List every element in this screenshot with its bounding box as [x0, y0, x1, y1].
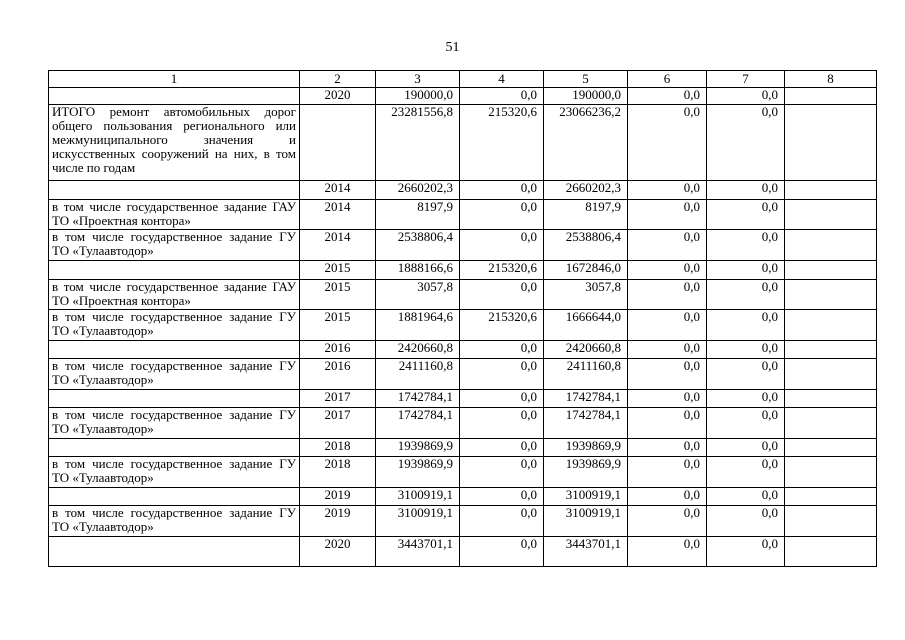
col7-cell: 0,0	[707, 408, 785, 439]
table-row	[49, 261, 877, 280]
col6-cell: 0,0	[628, 310, 707, 341]
col6-cell: 0,0	[628, 341, 707, 359]
row-description	[49, 537, 300, 567]
col6-cell: 0,0	[628, 200, 707, 230]
col5-cell: 3100919,1	[544, 506, 628, 537]
col8-cell	[785, 88, 877, 105]
table-row	[49, 280, 877, 310]
row-description: в том числе государственное задание ГУ ТО «Тулаавтодор»	[49, 359, 300, 390]
col6-cell: 0,0	[628, 88, 707, 105]
col4-cell: 0,0	[460, 537, 544, 567]
col4-cell: 0,0	[460, 88, 544, 105]
column-header: 2	[300, 71, 376, 88]
col8-cell	[785, 390, 877, 408]
col5-cell: 2538806,4	[544, 230, 628, 261]
col4-cell: 0,0	[460, 439, 544, 457]
col3-cell: 3100919,1	[376, 488, 460, 506]
col3-cell: 2660202,3	[376, 181, 460, 200]
col3-cell: 3057,8	[376, 280, 460, 310]
row-description: в том числе государственное задание ГУ ТО «Тулаавтодор»	[49, 408, 300, 439]
col7-cell: 0,0	[707, 457, 785, 488]
col5-cell: 2420660,8	[544, 341, 628, 359]
year-cell: 2016	[300, 359, 376, 390]
col5-cell: 1939869,9	[544, 457, 628, 488]
col3-cell: 1742784,1	[376, 408, 460, 439]
col3-cell: 3100919,1	[376, 506, 460, 537]
col6-cell: 0,0	[628, 261, 707, 280]
row-description	[49, 261, 300, 280]
col4-cell: 215320,6	[460, 261, 544, 280]
col3-cell: 8197,9	[376, 200, 460, 230]
col5-cell: 8197,9	[544, 200, 628, 230]
col4-cell: 0,0	[460, 341, 544, 359]
column-header: 6	[628, 71, 707, 88]
col6-cell: 0,0	[628, 537, 707, 567]
col5-cell: 3057,8	[544, 280, 628, 310]
col7-cell: 0,0	[707, 88, 785, 105]
col4-cell: 0,0	[460, 359, 544, 390]
col7-cell: 0,0	[707, 359, 785, 390]
col7-cell: 0,0	[707, 261, 785, 280]
col3-cell: 1888166,6	[376, 261, 460, 280]
col4-cell: 215320,6	[460, 105, 544, 181]
col5-cell: 1666644,0	[544, 310, 628, 341]
col5-cell: 1939869,9	[544, 439, 628, 457]
col3-cell: 190000,0	[376, 88, 460, 105]
col8-cell	[785, 105, 877, 181]
col3-cell: 2411160,8	[376, 359, 460, 390]
year-cell: 2014	[300, 230, 376, 261]
year-cell: 2017	[300, 390, 376, 408]
row-description	[49, 390, 300, 408]
col8-cell	[785, 181, 877, 200]
col6-cell: 0,0	[628, 181, 707, 200]
table-row	[49, 359, 877, 390]
col4-cell: 0,0	[460, 408, 544, 439]
table-row	[49, 181, 877, 200]
row-description: в том числе государственное задание ГУ ТО «Тулаавтодор»	[49, 457, 300, 488]
col7-cell: 0,0	[707, 341, 785, 359]
col3-cell: 1881964,6	[376, 310, 460, 341]
page-number: 51	[445, 40, 460, 55]
col4-cell: 0,0	[460, 488, 544, 506]
col8-cell	[785, 341, 877, 359]
col5-cell: 1742784,1	[544, 390, 628, 408]
col3-cell: 2420660,8	[376, 341, 460, 359]
col8-cell	[785, 200, 877, 230]
col5-cell: 23066236,2	[544, 105, 628, 181]
year-cell: 2020	[300, 88, 376, 105]
col8-cell	[785, 506, 877, 537]
col4-cell: 0,0	[460, 181, 544, 200]
table-row	[49, 230, 877, 261]
col6-cell: 0,0	[628, 390, 707, 408]
col5-cell: 2660202,3	[544, 181, 628, 200]
row-description	[49, 439, 300, 457]
year-cell: 2014	[300, 181, 376, 200]
year-cell: 2019	[300, 488, 376, 506]
col6-cell: 0,0	[628, 408, 707, 439]
col4-cell: 0,0	[460, 506, 544, 537]
year-cell: 2015	[300, 280, 376, 310]
col7-cell: 0,0	[707, 506, 785, 537]
row-description: в том числе государственное задание ГУ ТО «Тулаавтодор»	[49, 310, 300, 341]
col7-cell: 0,0	[707, 105, 785, 181]
col7-cell: 0,0	[707, 280, 785, 310]
row-description: ИТОГО ремонт автомобильных дорог общего пользования регионального или межмуниципального значения и искусственных сооружений на них, в том числе по годам	[49, 105, 300, 181]
table-row	[49, 408, 877, 439]
column-header: 4	[460, 71, 544, 88]
row-description	[49, 341, 300, 359]
year-cell: 2015	[300, 310, 376, 341]
col7-cell: 0,0	[707, 488, 785, 506]
header-row	[49, 71, 877, 88]
table-row	[49, 341, 877, 359]
data-table	[48, 70, 877, 567]
col4-cell: 0,0	[460, 390, 544, 408]
row-description	[49, 181, 300, 200]
table-row	[49, 88, 877, 105]
col6-cell: 0,0	[628, 105, 707, 181]
row-description	[49, 88, 300, 105]
col3-cell: 2538806,4	[376, 230, 460, 261]
col5-cell: 3443701,1	[544, 537, 628, 567]
col7-cell: 0,0	[707, 537, 785, 567]
col7-cell: 0,0	[707, 181, 785, 200]
year-cell	[300, 105, 376, 181]
row-description: в том числе государственное задание ГУ ТО «Тулаавтодор»	[49, 506, 300, 537]
col6-cell: 0,0	[628, 280, 707, 310]
col6-cell: 0,0	[628, 506, 707, 537]
year-cell: 2019	[300, 506, 376, 537]
col4-cell: 215320,6	[460, 310, 544, 341]
row-description: в том числе государственное задание ГАУ ТО «Проектная контора»	[49, 280, 300, 310]
col8-cell	[785, 359, 877, 390]
column-header: 1	[49, 71, 300, 88]
column-header: 8	[785, 71, 877, 88]
col8-cell	[785, 261, 877, 280]
row-description: в том числе государственное задание ГУ ТО «Тулаавтодор»	[49, 230, 300, 261]
col6-cell: 0,0	[628, 488, 707, 506]
col8-cell	[785, 537, 877, 567]
table-row	[49, 506, 877, 537]
column-header: 7	[707, 71, 785, 88]
col4-cell: 0,0	[460, 230, 544, 261]
col5-cell: 1742784,1	[544, 408, 628, 439]
col8-cell	[785, 310, 877, 341]
table-row	[49, 105, 877, 181]
col8-cell	[785, 439, 877, 457]
year-cell: 2018	[300, 439, 376, 457]
col4-cell: 0,0	[460, 200, 544, 230]
table-row	[49, 390, 877, 408]
table-row	[49, 200, 877, 230]
col3-cell: 1742784,1	[376, 390, 460, 408]
col5-cell: 2411160,8	[544, 359, 628, 390]
year-cell: 2018	[300, 457, 376, 488]
col6-cell: 0,0	[628, 359, 707, 390]
col3-cell: 1939869,9	[376, 457, 460, 488]
table-row	[49, 488, 877, 506]
col8-cell	[785, 488, 877, 506]
col4-cell: 0,0	[460, 457, 544, 488]
col7-cell: 0,0	[707, 390, 785, 408]
column-header: 5	[544, 71, 628, 88]
year-cell: 2020	[300, 537, 376, 567]
table-row	[49, 457, 877, 488]
col8-cell	[785, 457, 877, 488]
table-row	[49, 439, 877, 457]
col6-cell: 0,0	[628, 439, 707, 457]
col3-cell: 23281556,8	[376, 105, 460, 181]
col6-cell: 0,0	[628, 457, 707, 488]
year-cell: 2015	[300, 261, 376, 280]
year-cell: 2016	[300, 341, 376, 359]
col8-cell	[785, 280, 877, 310]
col7-cell: 0,0	[707, 310, 785, 341]
col7-cell: 0,0	[707, 200, 785, 230]
table-row	[49, 310, 877, 341]
col7-cell: 0,0	[707, 439, 785, 457]
row-description: в том числе государственное задание ГАУ ТО «Проектная контора»	[49, 200, 300, 230]
col7-cell: 0,0	[707, 230, 785, 261]
col5-cell: 1672846,0	[544, 261, 628, 280]
year-cell: 2014	[300, 200, 376, 230]
column-header: 3	[376, 71, 460, 88]
row-description	[49, 488, 300, 506]
col4-cell: 0,0	[460, 280, 544, 310]
col5-cell: 3100919,1	[544, 488, 628, 506]
col8-cell	[785, 230, 877, 261]
col3-cell: 3443701,1	[376, 537, 460, 567]
col6-cell: 0,0	[628, 230, 707, 261]
table-row	[49, 537, 877, 567]
year-cell: 2017	[300, 408, 376, 439]
col3-cell: 1939869,9	[376, 439, 460, 457]
col5-cell: 190000,0	[544, 88, 628, 105]
col8-cell	[785, 408, 877, 439]
